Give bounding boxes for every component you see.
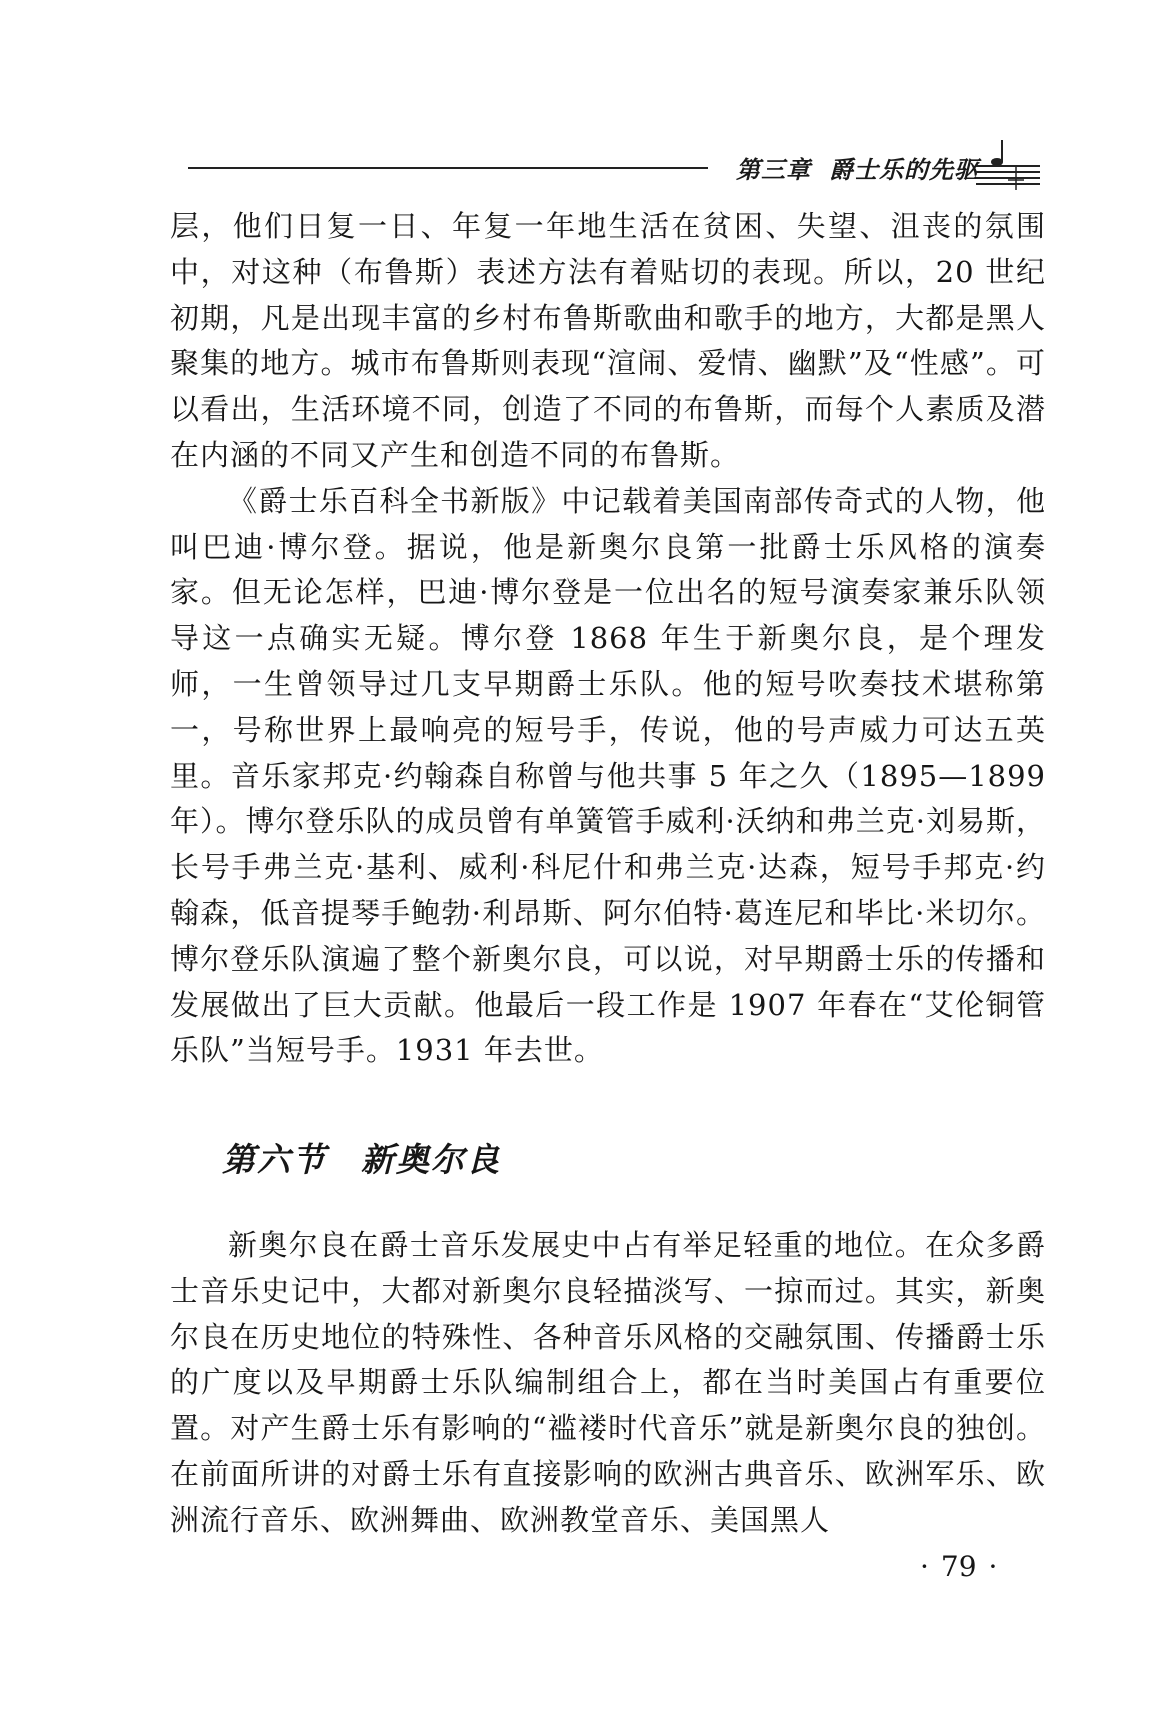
music-staff-icon [968,136,1042,192]
page-number: · 79 · [920,1550,998,1583]
header-title [736,150,979,185]
body-text-bottom [170,1223,1046,1544]
paragraph: 新奥尔良在爵士音乐发展史中占有举足轻重的地位。在众多爵士音乐史记中，大都对新奥尔良轻描淡写、一掠而过。其实，新奥尔良在历史地位的特殊性、各种音乐风格的交融氛围、传播爵士乐的广度以及早期爵士乐队编制组合上，都在当时美国占有重要位置。对产生爵士乐有影响的“褴褛时代音乐”就是新奥尔良的独创。在前面所讲的对爵士乐有直接影响的欧洲古典音乐、欧洲军乐、欧洲流行音乐、欧洲舞曲、欧洲教堂音乐、美国黑人 [170,1228,1046,1537]
body-text-top [170,204,1046,1074]
paragraph: 层，他们日复一日、年复一年地生活在贫困、失望、沮丧的氛围中，对这种（布鲁斯）表述方法有着贴切的表现。所以，20 世纪初期，凡是出现丰富的乡村布鲁斯歌曲和歌手的地方，大都是黑人聚集的地方。城市布鲁斯则表现“渲闹、爱情、幽默”及“性感”。可以看出，生活环境不同，创造了不同的布鲁斯，而每个人素质及潜在内涵的不同又产生和创造不同的布鲁斯。 [170,209,1046,472]
running-header [188,132,1042,192]
section-heading [222,1134,501,1181]
page-number-value: 79 [940,1550,977,1583]
paragraph: 《爵士乐百科全书新版》中记载着美国南部传奇式的人物，他叫巴迪·博尔登。据说，他是新奥尔良第一批爵士乐风格的演奏家。但无论怎样，巴迪·博尔登是一位出名的短号演奏家兼乐队领导这一点确实无疑。博尔登 1868 年生于新奥尔良，是个理发师，一生曾领导过几支早期爵士乐队。他的短号吹奏技术堪称第一，号称世界上最响亮的短号手，传说，他的号声威力可达五英里。音乐家邦克·约翰森自称曾与他共事 5 年之久（1895—1899 年）。博尔登乐队的成员曾有单簧管手威利·沃纳和弗兰克·刘易斯，长号手弗兰克·基利、威利·科尼什和弗兰克·达森，短号手邦克·约翰森，低音提琴手鲍勃·利昂斯、阿尔伯特·葛连尼和毕比·米切尔。博尔登乐队演遍了整个新奥尔良，可以说，对早期爵士乐的传播和发展做出了巨大贡献。他最后一段工作是 1907 年春在“艾伦铜管乐队”当短号手。1931 年去世。 [170,483,1046,1068]
chapter-label: 第三章 [736,156,811,184]
header-rule [188,167,708,169]
section-number: 第六节 [222,1140,327,1179]
chapter-title: 爵士乐的先驱 [829,156,979,184]
section-title: 新奥尔良 [361,1140,501,1179]
